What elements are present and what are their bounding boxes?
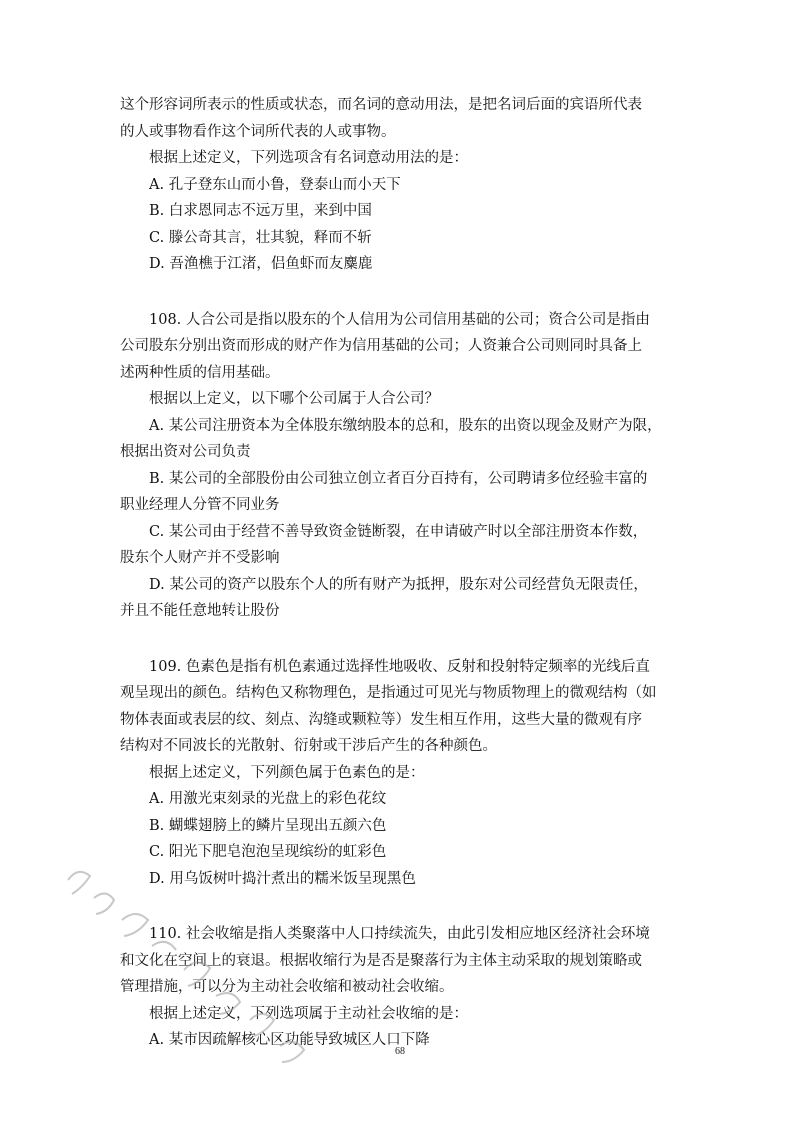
text-line: 110. 社会收缩是指人类聚落中人口持续流失，由此引发相应地区经济社会环境 bbox=[149, 926, 650, 942]
text-line: 109. 色素色是指有机色素通过选择性地吸收、反射和投射特定频率的光线后直 bbox=[149, 658, 650, 675]
option-line: B. 蝴蝶翅膀上的鳞片呈现出五颜六色 bbox=[149, 817, 387, 834]
text-line: 根据上述定义，下列选项属于主动社会收缩的是： bbox=[149, 1005, 468, 1022]
text-line: 根据出资对公司负责 bbox=[120, 444, 251, 460]
option-line: D. 吾渔樵于江渚，侣鱼虾而友麋鹿 bbox=[149, 256, 373, 272]
option-line: C. 阳光下肥皂泡泡呈现缤纷的虹彩色 bbox=[149, 844, 387, 860]
option-line: A. 某市因疏解核心区功能导致城区人口下降 bbox=[149, 1032, 430, 1048]
text-line: 根据以上定义，以下哪个公司属于人合公司？ bbox=[149, 391, 439, 407]
option-line: D. 某公司的资产以股东个人的所有财产为抵押，股东对公司经营负无限责任， bbox=[149, 576, 648, 593]
option-line: B. 白求恩同志不远万里，来到中国 bbox=[149, 203, 372, 219]
paragraph-gap bbox=[120, 892, 692, 921]
option-line: A. 孔子登东山而小鲁，登泰山而小天下 bbox=[149, 176, 401, 193]
text-line: 观呈现出的颜色。结构色又称物理色，是指通过可见光与物质物理上的微观结构（如 bbox=[120, 685, 657, 701]
option-line: C. 某公司由于经营不善导致资金链断裂，在申请破产时以全部注册资本作数， bbox=[149, 523, 648, 540]
text-line: 述两种性质的信用基础。 bbox=[120, 364, 280, 381]
option-line: A. 某公司注册资本为全体股东缴纳股本的总和，股东的出资以现金及财产为限， bbox=[149, 417, 662, 434]
option-line: C. 滕公奇其言，壮其貌，释而不斩 bbox=[149, 229, 372, 246]
paragraph-gap bbox=[120, 278, 692, 307]
text-line: 公司股东分别出资而形成的财产作为信用基础的公司；人资兼合公司则同时具备上 bbox=[120, 338, 642, 354]
text-line: 管理措施，可以分为主动社会收缩和被动社会收缩。 bbox=[120, 979, 454, 995]
paragraph-gap bbox=[120, 625, 692, 654]
text-line: 股东个人财产并不受影响 bbox=[120, 550, 280, 566]
option-line: B. 某公司的全部股份由公司独立创立者百分百持有，公司聘请多位经验丰富的 bbox=[149, 470, 648, 487]
text-line: 物体表面或表层的纹、刻点、沟缝或颗粒等）发生相互作用，这些大量的微观有序 bbox=[120, 711, 642, 728]
text-line: 根据上述定义，下列颜色属于色素色的是： bbox=[149, 764, 425, 781]
text-line: 根据上述定义，下列选项含有名词意动用法的是： bbox=[149, 150, 468, 166]
text-line: 和文化在空间上的衰退。根据收缩行为是否是聚落行为主体主动采取的规划策略或 bbox=[120, 952, 642, 969]
text-line: 并且不能任意地转让股份 bbox=[120, 603, 280, 619]
text-line: 的人或事物看作这个词所代表的人或事物。 bbox=[120, 123, 396, 140]
option-line: A. 用激光束刻录的光盘上的彩色花纹 bbox=[149, 791, 387, 807]
option-line: D. 用乌饭树叶捣汁煮出的糯米饭呈现黑色 bbox=[149, 870, 416, 887]
page-number: 68 bbox=[395, 1046, 405, 1057]
text-line: 结构对不同波长的光散射、衍射或干涉后产生的各种颜色。 bbox=[120, 738, 497, 754]
text-line: 这个形容词所表示的性质或状态，而名词的意动用法，是把名词后面的宾语所代表 bbox=[120, 97, 642, 113]
text-line: 职业经理人分管不同业务 bbox=[120, 497, 280, 513]
question-text-body bbox=[120, 92, 692, 1054]
text-line: 108. 人合公司是指以股东的个人信用为公司信用基础的公司；资合公司是指由 bbox=[149, 311, 650, 328]
